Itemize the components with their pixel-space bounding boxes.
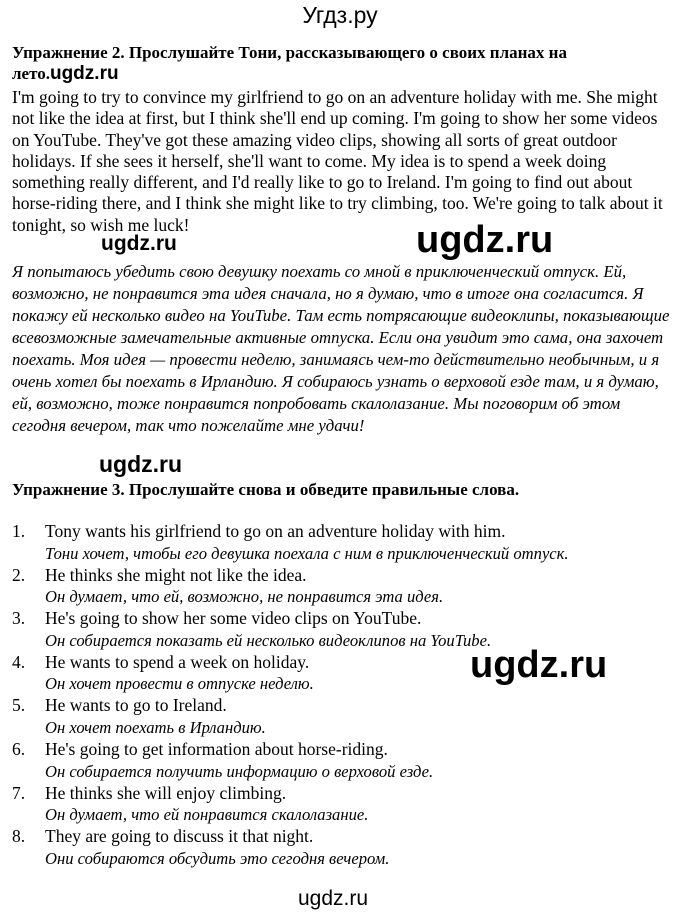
list-item — [12, 783, 672, 826]
item-number: 5. — [12, 695, 26, 716]
footer-watermark: ugdz.ru — [298, 887, 369, 910]
item-english: Tony wants his girlfriend to go on an adventure holiday with him. — [45, 521, 506, 541]
list-item — [12, 826, 672, 869]
item-russian: Они собираются обсудить это сегодня вечером. — [45, 848, 390, 868]
watermark: ugdz.ru — [416, 219, 554, 261]
exercise-2-english-text: I'm going to try to convince my girlfriend to go on an adventure holiday with me. She might not like the idea at first, but I think she'll end up coming. I'm going to show her some videos on YouTube. They've got these amazing video clips, showing all sorts of great outdoor holidays. If she sees it herself, she'll want to come. My idea is to spend a week doing something really different, and I'd really like to go to Ireland. I'm going to find out about horse-riding there, and I think she might like to try climbing, too. We're going to talk about it tonight, so wish me luck! — [12, 87, 663, 235]
item-english: He's going to get information about horse-riding. — [45, 738, 388, 759]
item-number: 8. — [12, 826, 26, 847]
item-number: 1. — [12, 521, 26, 541]
item-english: He wants to spend a week on holiday. — [45, 651, 310, 672]
item-russian: Он собирается показать ей несколько видеоклипов на YouTube. — [45, 630, 492, 650]
exercise-3-list — [12, 521, 672, 870]
inline-watermark: ugdz.ru — [49, 63, 119, 84]
list-item — [12, 521, 672, 564]
exercise-3-heading: Упражнение 3. Прослушайте снова и обведите правильные слова. — [12, 480, 520, 499]
item-number: 3. — [12, 608, 26, 629]
exercise-2-heading-tail: лето. — [12, 64, 50, 83]
item-english: He's going to show her some video clips on YouTube. — [45, 608, 422, 629]
item-english: He thinks she might not like the idea. — [45, 564, 307, 585]
watermark: ugdz.ru — [99, 451, 183, 477]
list-item — [12, 565, 672, 608]
item-russian: Он собирается получить информацию о верховой езде. — [45, 761, 434, 781]
item-russian: Он думает, что ей понравится скалолазание. — [45, 805, 369, 825]
list-item — [12, 739, 672, 782]
exercise-2-heading-text: Упражнение 2. Прослушайте Тони, рассказывающего о своих планах на — [12, 43, 567, 62]
item-russian: Он хочет поехать в Ирландию. — [45, 718, 266, 738]
exercise-2-heading — [12, 42, 672, 84]
exercise-2-russian-translation: Я попытаюсь убедить свою девушку поехать со мной в приключенческий отпуск. Ей, возможно, не понравится эта идея сначала, но я думаю, что в итоге она согласится. Я покажу ей несколько видео на YouTube. Там есть потрясающие видеоклипы, показывающие всевозможные замечательные активные отпуска. Если она увидит это сама, она захочет поехать. Моя идея — провести неделю, занимаясь чем-то действительно необычным, и я очень хотел бы поехать в Ирландию. Я собираюсь узнать о верховой езде там, и я думаю, ей, возможно, тоже понравится попробовать скалолазание. Мы поговорим об этом сегодня вечером, так что пожелайте мне удачи! — [12, 262, 670, 435]
item-number: 6. — [12, 738, 26, 759]
item-english: He wants to go to Ireland. — [45, 695, 227, 716]
item-number: 7. — [12, 782, 26, 803]
watermark: ugdz.ru — [101, 232, 177, 255]
item-number: 4. — [12, 651, 26, 672]
item-number: 2. — [12, 564, 26, 585]
item-english: They are going to discuss it that night. — [45, 826, 314, 847]
site-title: Угдз.ру — [302, 2, 378, 28]
item-russian: Он думает, что ей, возможно, не понравится эта идея. — [45, 587, 444, 607]
item-russian: Он хочет провести в отпуске неделю. — [45, 674, 314, 694]
item-english: He thinks she will enjoy climbing. — [45, 782, 287, 803]
list-item — [12, 695, 672, 738]
watermark: ugdz.ru — [470, 644, 608, 686]
item-russian: Тони хочет, чтобы его девушка поехала с ним в приключенческий отпуск. — [45, 543, 569, 563]
